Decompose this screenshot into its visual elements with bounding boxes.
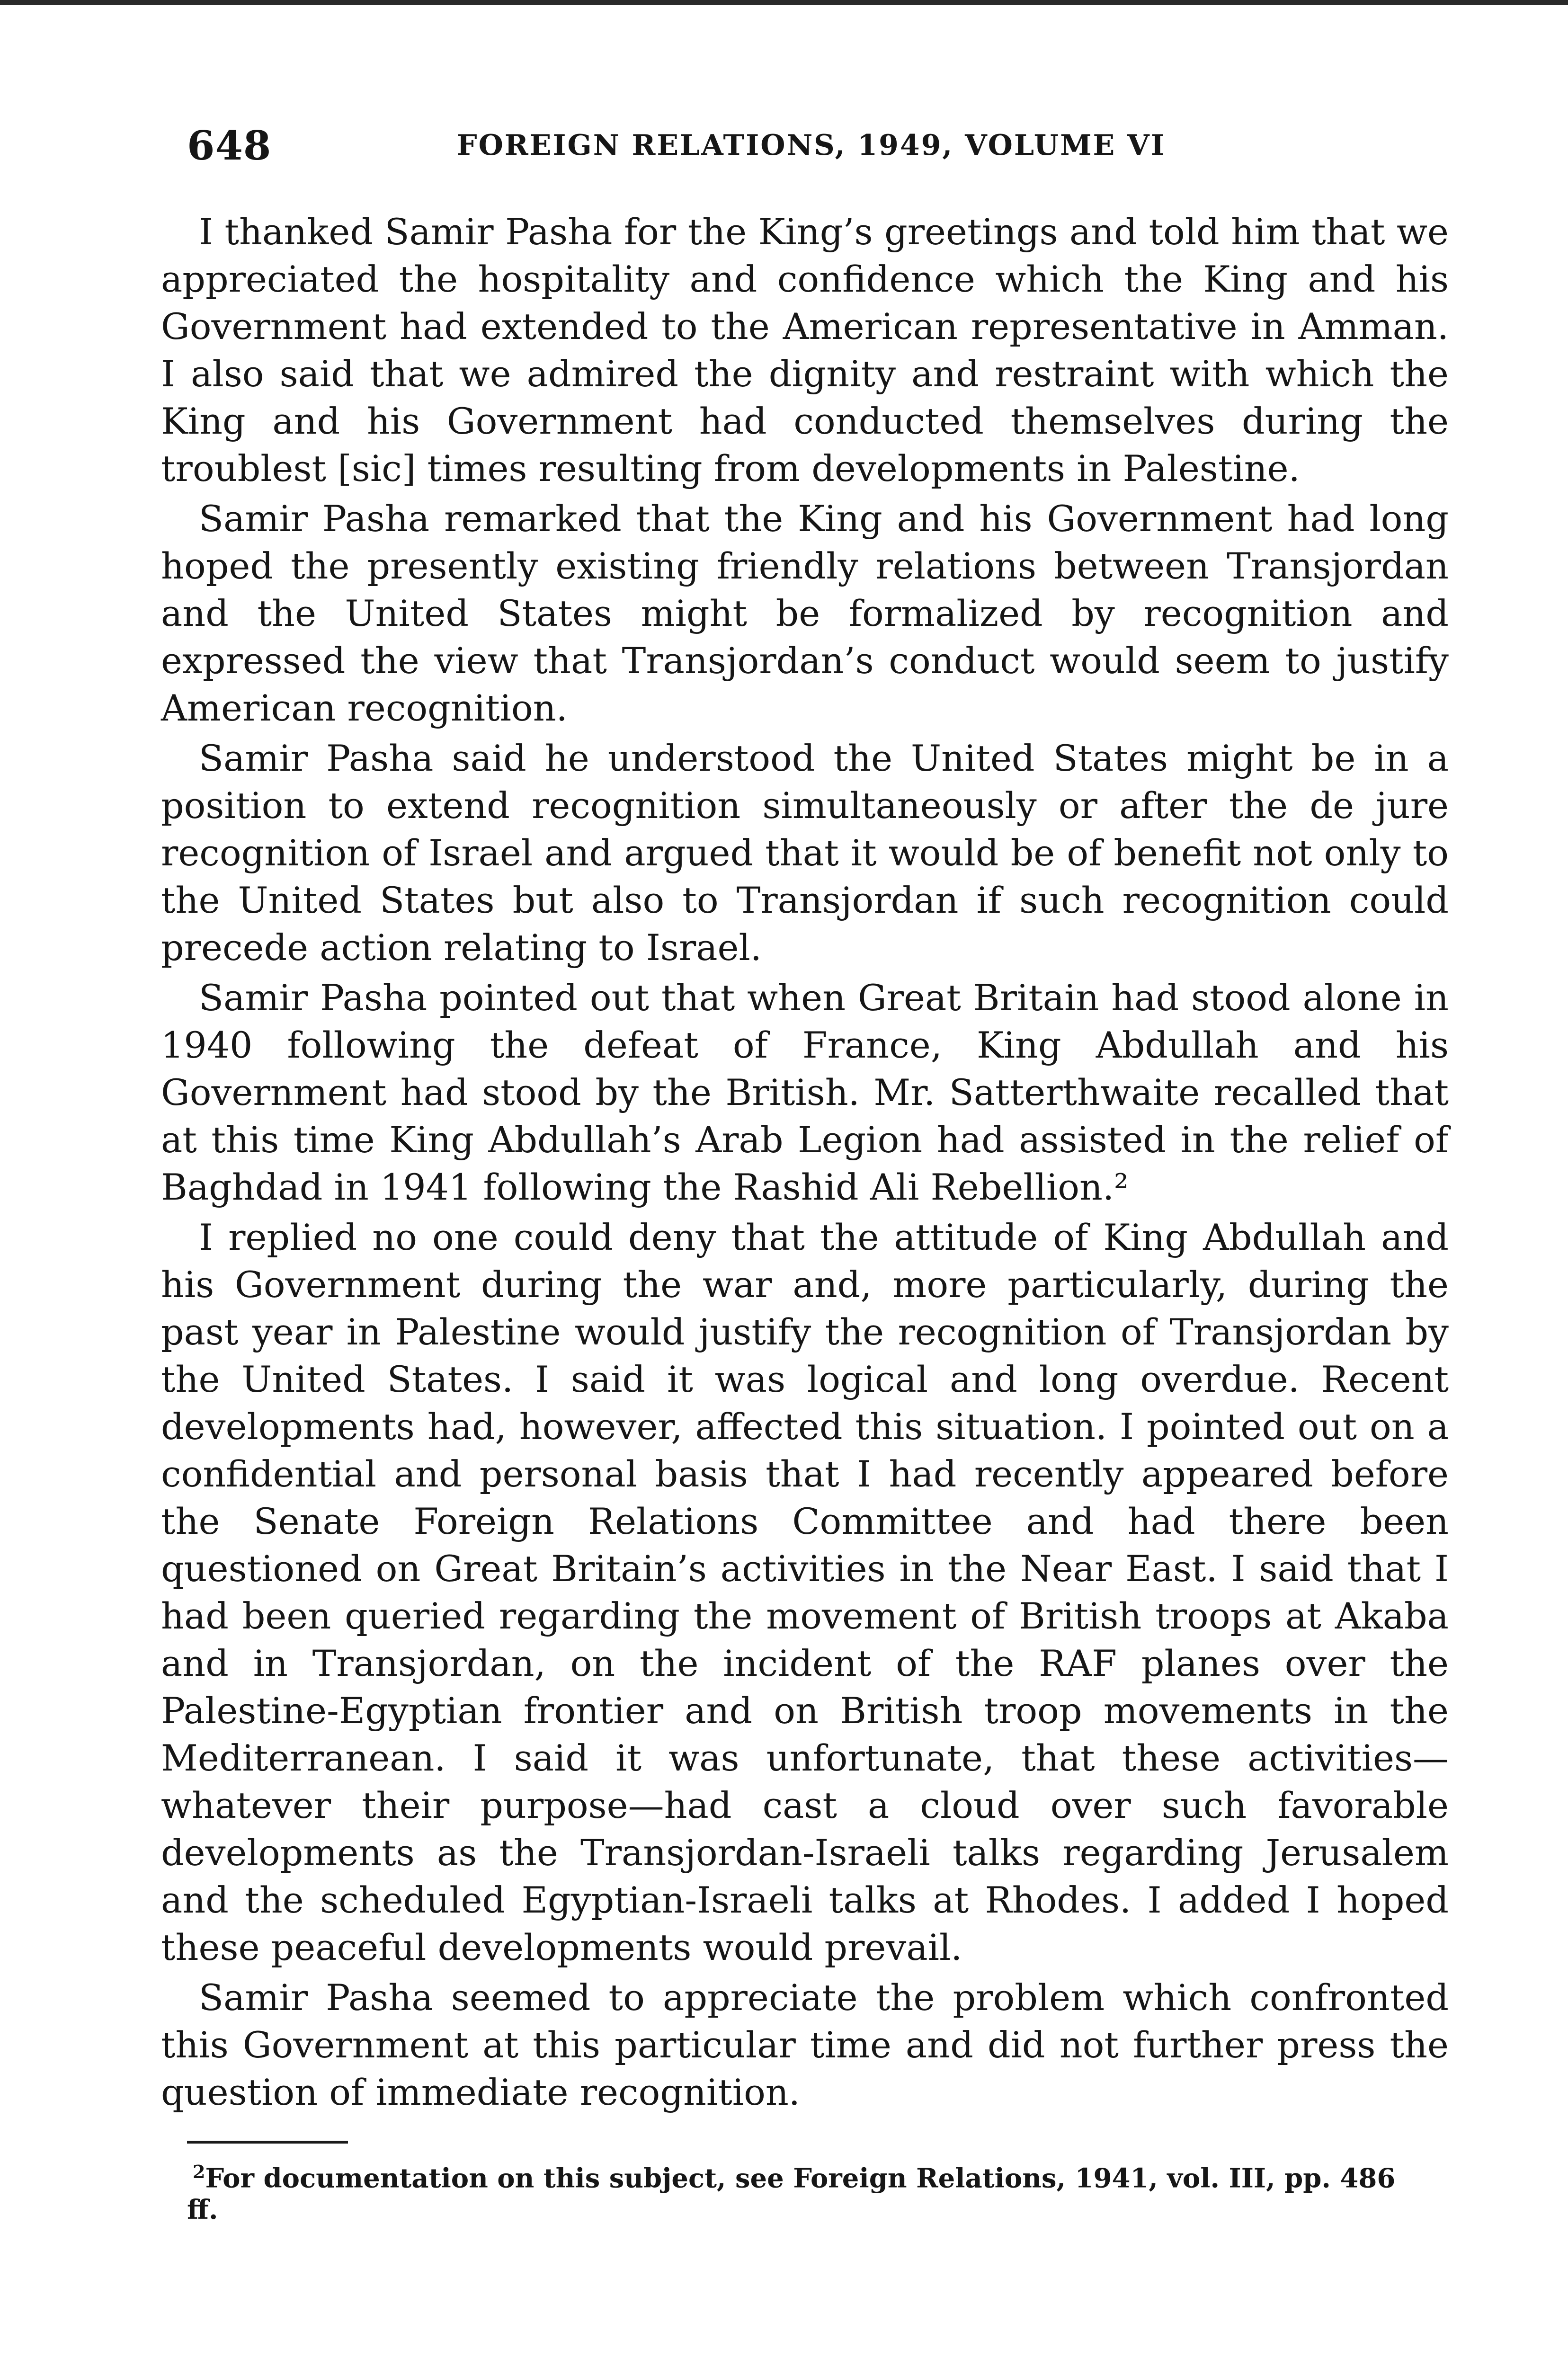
paragraph-2: Samir Pasha remarked that the King and his Government had long hoped the presently existing friendly relations between Transjordan and the United States might be formalized by recognition and expressed the view that Transjordan’s conduct would seem to justify American recognition. [161, 498, 1449, 729]
body-text [161, 208, 1449, 2119]
paragraph-6: Samir Pasha seemed to appreciate the problem which confronted this Government at this particular time and did not further press the question of immediate recognition. [161, 1976, 1449, 2113]
footnote-marker: 2 [193, 2161, 205, 2182]
page-number: 648 [187, 122, 272, 169]
footnote-rule [187, 2141, 348, 2144]
top-edge-rule [0, 0, 1568, 5]
footnote [187, 2156, 1418, 2225]
running-head: FOREIGN RELATIONS, 1949, VOLUME VI [457, 129, 1166, 162]
page-header [187, 122, 1210, 169]
paragraph-3: Samir Pasha said he understood the United States might be in a position to extend recognition simultaneously or after the de jure recognition of Israel and argued that it would be of benefit not only to the United States but also to Transjordan if such recognition could precede action relating to Israel. [161, 737, 1449, 969]
paragraph-5: I replied no one could deny that the attitude of King Abdullah and his Government during the war and, more particularly, during the past year in Palestine would justify the recognition of Transjordan by the United States. I said it was logical and long overdue. Recent developments had, however, affected this situation. I pointed out on a confidential and personal basis that I had recently appeared before the Senate Foreign Relations Committee and had there been questioned on Great Britain’s activities in the Near East. I said that I had been queried regarding the movement of British troops at Akaba and in Transjordan, on the incident of the RAF planes over the Palestine-Egyptian frontier and on British troop movements in the Mediterranean. I said it was unfortunate, that these activities—whatever their purpose—had cast a cloud over such favorable developments as the Transjordan-Israeli talks regarding Jerusalem and the scheduled Egyptian-Israeli talks at Rhodes. I added I hoped these peaceful developments would prevail. [161, 1216, 1449, 1968]
paragraph-1: I thanked Samir Pasha for the King’s greetings and told him that we appreciated the hospitality and confidence which the King and his Government had extended to the American representative in Amman. I also said that we admired the dignity and restraint with which the King and his Government had conducted themselves during the troublest [sic] times resulting from developments in Palestine. [161, 211, 1449, 489]
paragraph-4: Samir Pasha pointed out that when Great Britain had stood alone in 1940 following the defeat of France, King Abdullah and his Government had stood by the British. Mr. Satterthwaite recalled that at this time King Abdullah’s Arab Legion had assisted in the relief of Baghdad in 1941 following the Rashid Ali Rebellion.² [161, 977, 1449, 1208]
footnote-text: For documentation on this subject, see Foreign Relations, 1941, vol. III, pp. 486 ff. [187, 2162, 1396, 2225]
